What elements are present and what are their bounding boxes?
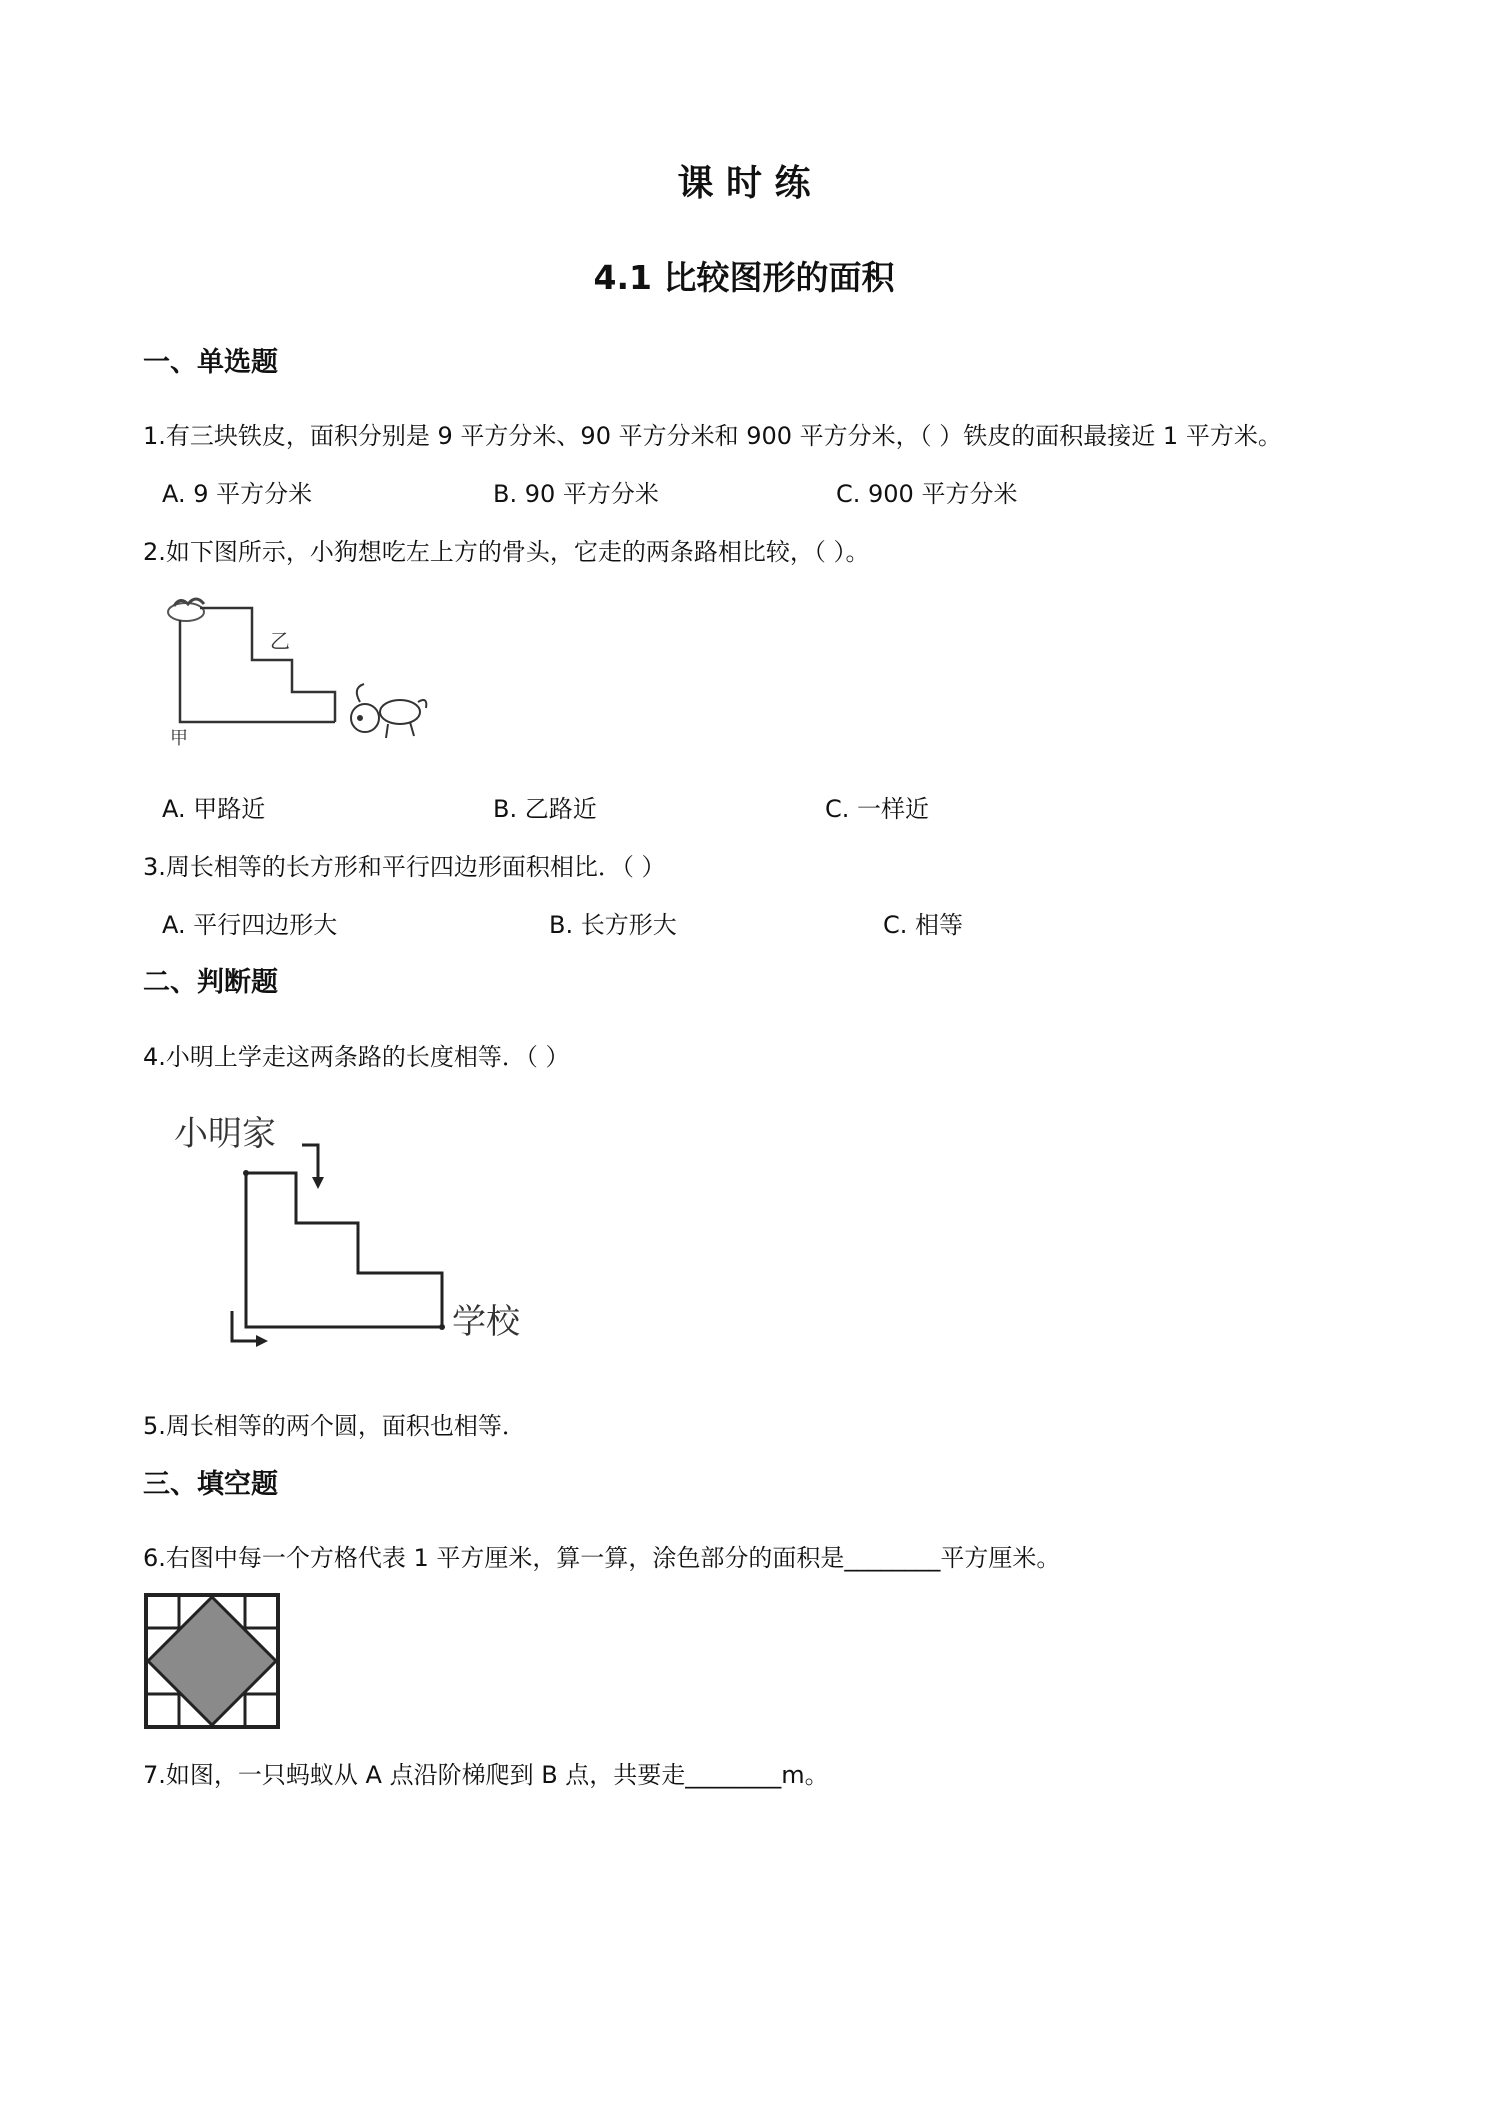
dog-bone-path-figure xyxy=(160,590,430,750)
dog-icon xyxy=(351,684,426,738)
path-a-label: 甲 xyxy=(170,728,188,749)
question-3-text: 3.周长相等的长方形和平行四边形面积相比．（ ） xyxy=(143,853,666,881)
question-1-text: 1.有三块铁皮，面积分别是 9 平方分米、90 平方分米和 900 平方分米，（ ）铁皮的面积最接近 1 平方米。 xyxy=(143,422,1282,450)
question-3-option-b[interactable]: B. 长方形大 xyxy=(549,911,677,939)
question-7-text: 7.如图，一只蚂蚁从 A 点沿阶梯爬到 B 点，共要走________m。 xyxy=(143,1761,829,1789)
question-1-option-a[interactable]: A. 9 平方分米 xyxy=(162,480,313,508)
plate-icon xyxy=(168,603,204,621)
question-2-option-b[interactable]: B. 乙路近 xyxy=(493,795,597,823)
corner-path xyxy=(246,1173,442,1327)
section-heading-true-false: 二、判断题 xyxy=(143,967,278,998)
question-2-text: 2.如下图所示，小狗想吃左上方的骨头，它走的两条路相比较，（ ）。 xyxy=(143,538,870,566)
question-3-option-c[interactable]: C. 相等 xyxy=(883,911,964,939)
question-5-text: 5.周长相等的两个圆，面积也相等． xyxy=(143,1412,526,1440)
school-label: 学校 xyxy=(452,1302,520,1342)
page-title: 课 时 练 xyxy=(677,163,811,204)
staircase-path xyxy=(246,1173,442,1327)
path-b-label: 乙 xyxy=(270,629,290,653)
section-heading-single-choice: 一、单选题 xyxy=(143,347,278,378)
home-label: 小明家 xyxy=(174,1114,276,1154)
question-1-option-b[interactable]: B. 90 平方分米 xyxy=(493,480,659,508)
page-subtitle: 4.1 比较图形的面积 xyxy=(593,258,895,297)
grid-diamond-figure xyxy=(143,1592,283,1732)
path-a-line xyxy=(180,620,335,722)
question-3-option-a[interactable]: A. 平行四边形大 xyxy=(162,911,338,939)
section-heading-fill-blank: 三、填空题 xyxy=(143,1469,278,1500)
question-2-option-c[interactable]: C. 一样近 xyxy=(825,795,930,823)
question-1-option-c[interactable]: C. 900 平方分米 xyxy=(836,480,1018,508)
home-school-path-figure xyxy=(170,1105,550,1365)
question-4-text: 4.小明上学走这两条路的长度相等．（ ） xyxy=(143,1043,570,1071)
path-b-line xyxy=(200,608,335,722)
question-6-text: 6.右图中每一个方格代表 1 平方厘米，算一算，涂色部分的面积是________平方厘米。 xyxy=(143,1544,1061,1572)
question-2-option-a[interactable]: A. 甲路近 xyxy=(162,795,266,823)
